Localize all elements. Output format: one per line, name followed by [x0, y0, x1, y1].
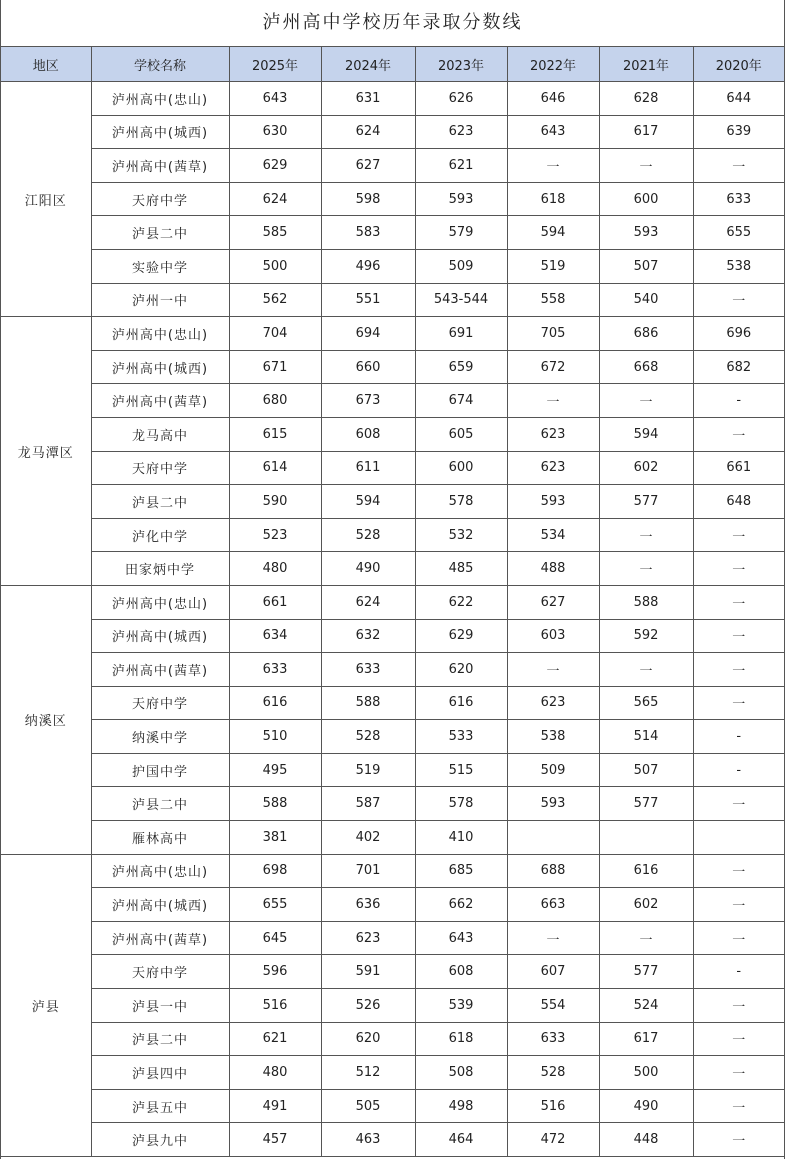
table-row — [1, 854, 784, 888]
header-cell: 2024年 — [321, 47, 415, 82]
score-cell: 671 — [229, 350, 321, 384]
score-cell: 539 — [415, 989, 507, 1023]
score-cell: 509 — [507, 753, 599, 787]
score-cell: 592 — [599, 619, 693, 653]
score-cell: 490 — [599, 1089, 693, 1123]
score-cell: 528 — [321, 518, 415, 552]
header-cell: 2025年 — [229, 47, 321, 82]
score-cell: 608 — [321, 417, 415, 451]
table-row — [1, 921, 784, 955]
score-cell: 500 — [229, 249, 321, 283]
table-row — [1, 485, 784, 519]
score-cell: 615 — [229, 417, 321, 451]
score-cell: - — [693, 384, 784, 418]
score-cell: 一 — [693, 417, 784, 451]
table-body — [1, 82, 784, 1157]
score-cell: 505 — [321, 1089, 415, 1123]
score-cell: 一 — [693, 552, 784, 586]
table-row — [1, 182, 784, 216]
score-cell: 617 — [599, 1022, 693, 1056]
score-cell: 583 — [321, 216, 415, 250]
score-cell: 463 — [321, 1123, 415, 1157]
score-cell: 562 — [229, 283, 321, 317]
score-cell: 一 — [693, 653, 784, 687]
score-cell: 488 — [507, 552, 599, 586]
table-row — [1, 888, 784, 922]
score-cell: 577 — [599, 787, 693, 821]
score-cell: 633 — [693, 182, 784, 216]
score-cell: 611 — [321, 451, 415, 485]
school-name-cell: 泸县二中 — [91, 485, 229, 519]
school-name-cell: 泸州高中(忠山) — [91, 317, 229, 351]
score-cell: 一 — [599, 653, 693, 687]
score-cell: 519 — [507, 249, 599, 283]
score-cell: 633 — [321, 653, 415, 687]
score-cell: 594 — [321, 485, 415, 519]
score-cell: 578 — [415, 485, 507, 519]
score-cell: 554 — [507, 989, 599, 1023]
score-cell: 634 — [229, 619, 321, 653]
score-table — [1, 47, 784, 1157]
table-row — [1, 955, 784, 989]
score-cell: 630 — [229, 115, 321, 149]
score-cell: 533 — [415, 720, 507, 754]
score-cell: 543-544 — [415, 283, 507, 317]
school-name-cell: 田家炳中学 — [91, 552, 229, 586]
score-cell: 一 — [693, 518, 784, 552]
school-name-cell: 实验中学 — [91, 249, 229, 283]
score-cell: 636 — [321, 888, 415, 922]
score-cell: 一 — [693, 283, 784, 317]
school-name-cell: 泸州高中(忠山) — [91, 854, 229, 888]
score-cell: 624 — [229, 182, 321, 216]
score-cell: 一 — [599, 921, 693, 955]
score-cell: 524 — [599, 989, 693, 1023]
school-name-cell: 泸州高中(城西) — [91, 350, 229, 384]
region-cell: 龙马潭区 — [1, 317, 91, 586]
score-cell: 一 — [599, 552, 693, 586]
school-name-cell: 泸州高中(茜草) — [91, 921, 229, 955]
score-cell: 540 — [599, 283, 693, 317]
score-cell: 620 — [415, 653, 507, 687]
score-cell: 507 — [599, 249, 693, 283]
header-cell: 地区 — [1, 47, 91, 82]
table-row — [1, 585, 784, 619]
table-row — [1, 1123, 784, 1157]
score-cell: 624 — [321, 115, 415, 149]
score-cell: 577 — [599, 955, 693, 989]
school-name-cell: 天府中学 — [91, 686, 229, 720]
score-cell: 661 — [229, 585, 321, 619]
score-cell: 578 — [415, 787, 507, 821]
score-cell: 528 — [321, 720, 415, 754]
header-cell: 2020年 — [693, 47, 784, 82]
score-cell: 627 — [507, 585, 599, 619]
table-row — [1, 989, 784, 1023]
score-cell: 605 — [415, 417, 507, 451]
score-cell: 602 — [599, 888, 693, 922]
score-cell: 512 — [321, 1056, 415, 1090]
score-cell: 594 — [599, 417, 693, 451]
score-cell: 一 — [507, 384, 599, 418]
score-cell: 621 — [415, 149, 507, 183]
score-cell: 一 — [693, 921, 784, 955]
table-row — [1, 1022, 784, 1056]
table-row — [1, 552, 784, 586]
table-row — [1, 115, 784, 149]
school-name-cell: 泸县二中 — [91, 1022, 229, 1056]
score-cell: 538 — [693, 249, 784, 283]
score-cell: 643 — [415, 921, 507, 955]
score-cell: 587 — [321, 787, 415, 821]
score-cell: 645 — [229, 921, 321, 955]
table-row — [1, 1056, 784, 1090]
score-cell: 一 — [507, 653, 599, 687]
score-cell: 672 — [507, 350, 599, 384]
score-cell: 682 — [693, 350, 784, 384]
score-cell: 500 — [599, 1056, 693, 1090]
score-cell: 663 — [507, 888, 599, 922]
score-cell: 632 — [321, 619, 415, 653]
table-row — [1, 350, 784, 384]
table-row — [1, 619, 784, 653]
score-cell: 一 — [693, 686, 784, 720]
score-cell: 593 — [507, 787, 599, 821]
score-cell: 624 — [321, 585, 415, 619]
score-cell: 705 — [507, 317, 599, 351]
score-cell: 629 — [229, 149, 321, 183]
score-cell: 一 — [599, 518, 693, 552]
score-cell: 614 — [229, 451, 321, 485]
score-cell: 565 — [599, 686, 693, 720]
score-cell: 623 — [321, 921, 415, 955]
table-row — [1, 753, 784, 787]
score-cell: 495 — [229, 753, 321, 787]
table-row — [1, 384, 784, 418]
school-name-cell: 泸州高中(城西) — [91, 619, 229, 653]
score-cell: 515 — [415, 753, 507, 787]
school-name-cell: 天府中学 — [91, 451, 229, 485]
score-cell: - — [693, 720, 784, 754]
score-cell: 643 — [229, 82, 321, 116]
score-cell: 593 — [599, 216, 693, 250]
score-cell: 509 — [415, 249, 507, 283]
table-row — [1, 216, 784, 250]
score-cell: 694 — [321, 317, 415, 351]
school-name-cell: 泸县一中 — [91, 989, 229, 1023]
score-cell: 659 — [415, 350, 507, 384]
score-cell: 516 — [507, 1089, 599, 1123]
score-cell: 623 — [415, 115, 507, 149]
header-cell: 2021年 — [599, 47, 693, 82]
score-cell: 655 — [693, 216, 784, 250]
score-cell: 618 — [507, 182, 599, 216]
school-name-cell: 泸县九中 — [91, 1123, 229, 1157]
score-cell: 644 — [693, 82, 784, 116]
score-cell: 593 — [415, 182, 507, 216]
score-cell: 623 — [507, 686, 599, 720]
score-cell: 607 — [507, 955, 599, 989]
score-cell: 526 — [321, 989, 415, 1023]
score-cell: 一 — [507, 149, 599, 183]
score-cell: 616 — [229, 686, 321, 720]
score-cell: 一 — [693, 1123, 784, 1157]
score-cell: 646 — [507, 82, 599, 116]
score-cell: 558 — [507, 283, 599, 317]
score-cell: 688 — [507, 854, 599, 888]
score-cell: 一 — [693, 1022, 784, 1056]
score-cell: 626 — [415, 82, 507, 116]
score-cell: 602 — [599, 451, 693, 485]
score-cell: 一 — [507, 921, 599, 955]
score-cell: 510 — [229, 720, 321, 754]
table-row — [1, 249, 784, 283]
score-cell: 402 — [321, 821, 415, 855]
score-cell: 623 — [507, 417, 599, 451]
score-cell: 600 — [415, 451, 507, 485]
score-cell: 一 — [693, 619, 784, 653]
header-cell: 2022年 — [507, 47, 599, 82]
score-cell: 579 — [415, 216, 507, 250]
score-cell: 603 — [507, 619, 599, 653]
table-row — [1, 720, 784, 754]
score-cell: 680 — [229, 384, 321, 418]
score-cell: 662 — [415, 888, 507, 922]
score-cell: 631 — [321, 82, 415, 116]
table-row — [1, 417, 784, 451]
score-cell: 701 — [321, 854, 415, 888]
score-cell: 一 — [693, 1056, 784, 1090]
region-cell: 泸县 — [1, 854, 91, 1156]
score-cell: 673 — [321, 384, 415, 418]
school-name-cell: 泸州高中(茜草) — [91, 653, 229, 687]
table-row — [1, 451, 784, 485]
score-cell: 594 — [507, 216, 599, 250]
score-cell: 507 — [599, 753, 693, 787]
score-cell — [693, 821, 784, 855]
score-cell: 534 — [507, 518, 599, 552]
school-name-cell: 泸化中学 — [91, 518, 229, 552]
table-row — [1, 149, 784, 183]
score-cell: 696 — [693, 317, 784, 351]
score-cell: 一 — [693, 787, 784, 821]
table-row — [1, 821, 784, 855]
school-name-cell: 泸县五中 — [91, 1089, 229, 1123]
score-cell: 491 — [229, 1089, 321, 1123]
page-title: 泸州高中学校历年录取分数线 — [1, 0, 784, 47]
table-row — [1, 283, 784, 317]
score-cell: 633 — [229, 653, 321, 687]
table-row — [1, 1089, 784, 1123]
school-name-cell: 泸州高中(茜草) — [91, 384, 229, 418]
school-name-cell: 龙马高中 — [91, 417, 229, 451]
school-name-cell: 泸州高中(城西) — [91, 888, 229, 922]
score-cell: 588 — [599, 585, 693, 619]
school-name-cell: 泸州高中(忠山) — [91, 82, 229, 116]
score-cell: 616 — [415, 686, 507, 720]
score-cell: 577 — [599, 485, 693, 519]
score-cell: 618 — [415, 1022, 507, 1056]
score-cell — [507, 821, 599, 855]
school-name-cell: 泸县四中 — [91, 1056, 229, 1090]
score-cell: 一 — [693, 888, 784, 922]
score-cell: 593 — [507, 485, 599, 519]
score-cell: 686 — [599, 317, 693, 351]
score-cell: 485 — [415, 552, 507, 586]
school-name-cell: 天府中学 — [91, 182, 229, 216]
score-cell: 448 — [599, 1123, 693, 1157]
score-cell: 643 — [507, 115, 599, 149]
score-cell: 591 — [321, 955, 415, 989]
table-row — [1, 686, 784, 720]
score-cell: - — [693, 753, 784, 787]
score-cell: 一 — [693, 1089, 784, 1123]
score-cell: 381 — [229, 821, 321, 855]
header-cell: 2023年 — [415, 47, 507, 82]
score-cell: 585 — [229, 216, 321, 250]
score-cell: 627 — [321, 149, 415, 183]
score-cell: 588 — [229, 787, 321, 821]
score-cell: 620 — [321, 1022, 415, 1056]
school-name-cell: 泸县二中 — [91, 216, 229, 250]
table-row — [1, 518, 784, 552]
table-row — [1, 653, 784, 687]
score-cell: 588 — [321, 686, 415, 720]
score-cell: 598 — [321, 182, 415, 216]
score-cell: 464 — [415, 1123, 507, 1157]
score-cell: 410 — [415, 821, 507, 855]
score-cell: 639 — [693, 115, 784, 149]
school-name-cell: 泸州高中(城西) — [91, 115, 229, 149]
score-cell: 590 — [229, 485, 321, 519]
score-cell: 一 — [693, 149, 784, 183]
score-cell: 621 — [229, 1022, 321, 1056]
school-name-cell: 天府中学 — [91, 955, 229, 989]
school-name-cell: 护国中学 — [91, 753, 229, 787]
score-cell: 523 — [229, 518, 321, 552]
score-cell: 629 — [415, 619, 507, 653]
score-cell: 655 — [229, 888, 321, 922]
region-cell: 纳溪区 — [1, 585, 91, 854]
region-cell: 江阳区 — [1, 82, 91, 317]
score-cell: 496 — [321, 249, 415, 283]
score-cell: 704 — [229, 317, 321, 351]
score-cell: 628 — [599, 82, 693, 116]
table-row — [1, 787, 784, 821]
score-cell: 532 — [415, 518, 507, 552]
school-name-cell: 泸州高中(忠山) — [91, 585, 229, 619]
score-cell: 616 — [599, 854, 693, 888]
score-cell: 480 — [229, 552, 321, 586]
score-cell: 508 — [415, 1056, 507, 1090]
table-row — [1, 82, 784, 116]
header-cell: 学校名称 — [91, 47, 229, 82]
score-cell: 528 — [507, 1056, 599, 1090]
score-cell: 538 — [507, 720, 599, 754]
score-cell: 514 — [599, 720, 693, 754]
score-cell — [599, 821, 693, 855]
school-name-cell: 泸州高中(茜草) — [91, 149, 229, 183]
score-cell: 一 — [599, 384, 693, 418]
table-row — [1, 317, 784, 351]
score-cell: 633 — [507, 1022, 599, 1056]
score-cell: - — [693, 955, 784, 989]
score-cell: 一 — [693, 989, 784, 1023]
score-cell: 622 — [415, 585, 507, 619]
score-cell: 472 — [507, 1123, 599, 1157]
score-cell: 698 — [229, 854, 321, 888]
score-cell: 480 — [229, 1056, 321, 1090]
score-cell: 一 — [599, 149, 693, 183]
score-cell: 516 — [229, 989, 321, 1023]
school-name-cell: 纳溪中学 — [91, 720, 229, 754]
school-name-cell: 泸州一中 — [91, 283, 229, 317]
score-cell: 623 — [507, 451, 599, 485]
score-cell: 490 — [321, 552, 415, 586]
score-cell: 660 — [321, 350, 415, 384]
score-cell: 648 — [693, 485, 784, 519]
score-cell: 457 — [229, 1123, 321, 1157]
score-cell: 668 — [599, 350, 693, 384]
score-cell: 596 — [229, 955, 321, 989]
score-cell: 674 — [415, 384, 507, 418]
score-cell: 691 — [415, 317, 507, 351]
score-cell: 一 — [693, 585, 784, 619]
score-cell: 551 — [321, 283, 415, 317]
score-cell: 661 — [693, 451, 784, 485]
score-cell: 608 — [415, 955, 507, 989]
score-cell: 519 — [321, 753, 415, 787]
score-cell: 一 — [693, 854, 784, 888]
score-cell: 600 — [599, 182, 693, 216]
header-row — [1, 47, 784, 82]
school-name-cell: 泸县二中 — [91, 787, 229, 821]
score-cell: 617 — [599, 115, 693, 149]
score-cell: 685 — [415, 854, 507, 888]
score-cell: 498 — [415, 1089, 507, 1123]
school-name-cell: 雁林高中 — [91, 821, 229, 855]
